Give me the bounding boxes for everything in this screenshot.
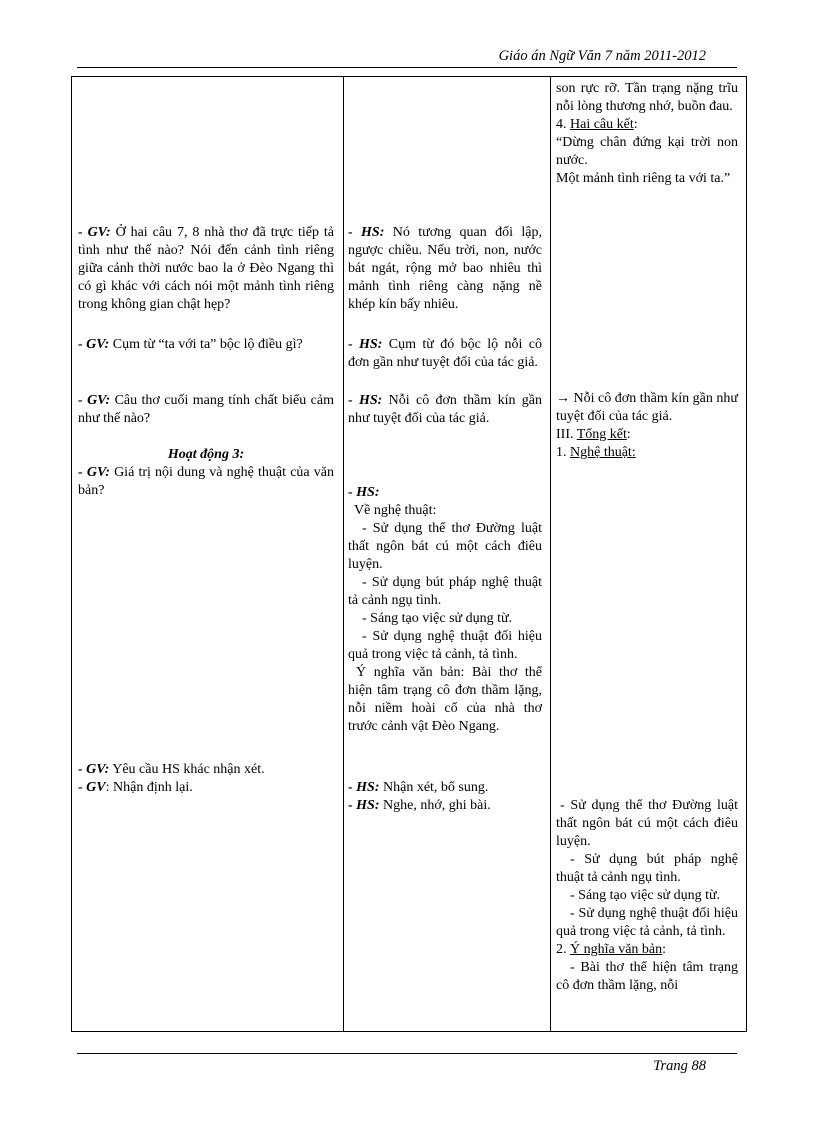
content-art-list: - Sử dụng thể thơ Đường luật thất ngôn bát cú một cách điêu luyện. - Sử dụng bút pháp nghệ thuật tả cảnh ngụ tình. - Sáng tạo việc sử dụng từ. - Sử dụng nghệ thuật đối hiệu quả trong việc tả cảnh, tả tình. 2. Ý nghĩa văn bản: - Bài thơ thể hiện tâm trạng cô đơn thầm lặng, nỗi <box>556 798 738 993</box>
activity-3-heading: Hoạt động 3: <box>167 447 245 462</box>
column-divider-1 <box>343 77 344 1031</box>
hs-answer-6: - HS: Nghe, nhớ, ghi bài. <box>348 798 491 813</box>
content-top-paragraph: son rực rỡ. Tần trạng nặng trĩu nỗi lòng thương nhớ, buồn đau. 4. Hai câu kết: “Dừng chân đứng kại trời non nước. Một mảnh tình riêng ta với ta.” <box>556 81 738 186</box>
footer-rule <box>77 1053 737 1054</box>
hs-answer-1: - HS: Nó tương quan đối lập, ngược chiều. Nếu trời, non, nước bát ngát, rộng mở bao nhiêu thì mảnh tình riêng càng nặng nề khép kín bấy nhiêu. <box>348 225 543 312</box>
document-header-title: Giáo án Ngữ Văn 7 năm 2011-2012 <box>498 48 706 64</box>
hs-answer-3: - HS: Nỗi cô đơn thầm kín gần như tuyệt đối của tác giả. <box>348 393 542 426</box>
gv-question-2: - GV: Cụm từ “ta với ta” bộc lộ điều gì? <box>78 337 303 352</box>
column-divider-2 <box>550 77 551 1031</box>
page-number: Trang 88 <box>653 1058 706 1074</box>
hs-answer-5: - HS: Nhận xét, bổ sung. <box>348 780 489 795</box>
lesson-table <box>71 76 747 1032</box>
gv-instruction-2: - GV: Nhận định lại. <box>78 780 193 795</box>
section-3-heading: III. Tổng kết: <box>556 427 631 442</box>
section-4-heading: 4. Hai câu kết: <box>556 117 638 132</box>
subsection-1-heading: 1. Nghệ thuật: <box>556 445 636 460</box>
arrow-right-icon: → <box>556 391 570 406</box>
content-conclusion: → Nỗi cô đơn thầm kín gần như tuyệt đối của tác giả. III. Tổng kết: 1. Nghệ thuật: <box>556 391 738 460</box>
hs-answer-2: - HS: Cụm từ đó bộc lộ nỗi cô đơn gần như tuyệt đối của tác giả. <box>348 337 542 370</box>
gv-question-3: - GV: Câu thơ cuối mang tính chất biểu cảm như thế nào? <box>78 393 335 426</box>
hs-answer-4: - HS: Về nghệ thuật: - Sử dụng thể thơ Đường luật thất ngôn bát cú một cách điêu luyện. - Sử dụng bút pháp nghệ thuật tả cảnh ngụ tình. - Sáng tạo việc sử dụng từ. - Sử dụng nghệ thuật đối hiệu quả trong việc tả cảnh, tả tình. Ý nghĩa văn bản: Bài thơ thể hiện tâm trạng cô đơn thầm lặng, nỗi niềm hoài cổ của nhà thơ trước cảnh vật Đèo Ngang. <box>348 485 542 734</box>
gv-question-4: - GV: Giá trị nội dung và nghệ thuật của văn bản? <box>78 465 335 498</box>
poem-quote: “Dừng chân đứng kại trời non nước. Một mảnh tình riêng ta với ta.” <box>556 135 738 186</box>
header-rule <box>77 67 737 68</box>
gv-instruction-1: - GV: Yêu cầu HS khác nhận xét. <box>78 762 265 777</box>
gv-question-1: - GV: Ở hai câu 7, 8 nhà thơ đã trực tiếp tả tình như thế nào? Nói đến cảnh tình riêng giữa cảnh thời nước bao la ở Đèo Ngang thì có gì khác với cách nói một mảnh tình riêng trong không gian chật hẹp? <box>78 225 335 312</box>
subsection-2-heading: 2. Ý nghĩa văn bản: <box>556 942 667 957</box>
